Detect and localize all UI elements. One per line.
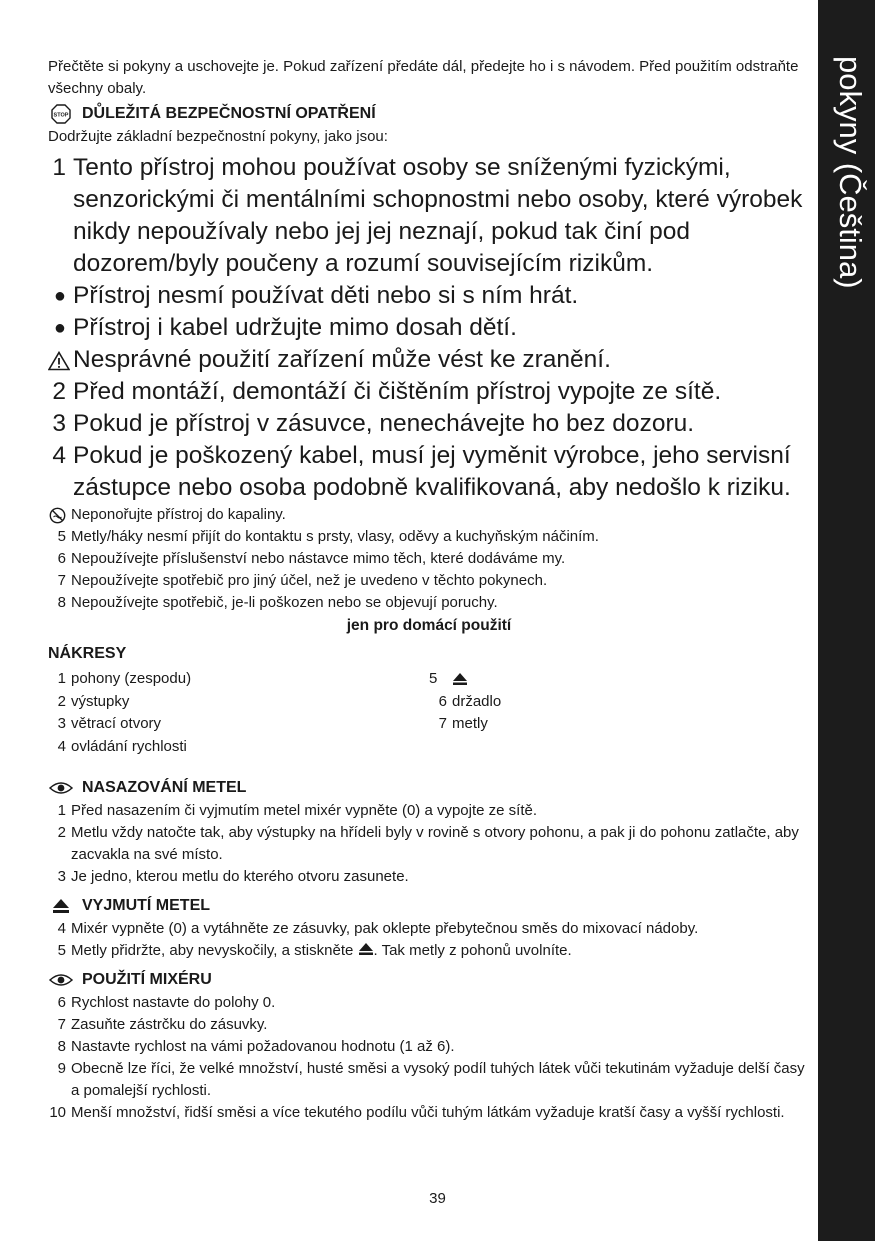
list-item <box>48 691 429 714</box>
item-text: výstupky <box>71 692 130 710</box>
item-text: metly <box>452 715 488 732</box>
usage-list <box>48 992 810 1124</box>
item-text: Nepoužívejte spotřebič pro jiný účel, než je uvedeno v těchto pokynech. <box>71 572 548 589</box>
list-item <box>48 344 810 376</box>
removing-heading <box>48 894 810 918</box>
list-item <box>48 1058 810 1102</box>
fitting-heading <box>48 776 810 800</box>
list-item <box>48 376 810 408</box>
drawings-right-column <box>429 668 810 758</box>
list-item <box>429 713 810 736</box>
item-text: Mixér vypněte (0) a vytáhněte ze zásuvky, pak oklepte přebytečnou směs do mixovací nádoby. <box>71 920 699 937</box>
item-number: 4 <box>57 920 66 937</box>
eject-icon <box>48 894 74 918</box>
item-text: Zasuňte zástrčku do zásuvky. <box>71 1016 268 1033</box>
item-number: 7 <box>57 1016 66 1033</box>
item-number: 6 <box>438 692 447 710</box>
item-text: Nesprávné použití zařízení může vést ke zranění. <box>73 346 611 373</box>
bullet: ● <box>53 285 66 307</box>
item-number: 4 <box>57 737 66 755</box>
item-text: Nastavte rychlost na vámi požadovanou hodnotu (1 až 6). <box>71 1038 455 1055</box>
item-number: 1 <box>57 802 66 819</box>
list-item <box>48 504 810 526</box>
item-number: 4 <box>52 442 66 469</box>
item-number: 8 <box>57 594 66 611</box>
list-item <box>48 1102 810 1124</box>
page-number: 39 <box>429 1190 446 1207</box>
eye-icon <box>48 776 74 800</box>
item-number: 7 <box>438 715 447 732</box>
list-item <box>48 713 429 736</box>
eject-icon <box>452 668 810 691</box>
item-number: 5 <box>57 942 66 959</box>
list-item <box>48 440 810 504</box>
safety-subtitle: Dodržujte základní bezpečnostní pokyny, jako jsou: <box>48 128 388 145</box>
item-text-before: Metly přidržte, aby nevyskočily, a stiskněte <box>71 942 358 959</box>
item-number: 3 <box>57 868 66 885</box>
list-item <box>48 668 429 691</box>
svg-text:STOP: STOP <box>53 112 69 119</box>
list-item <box>48 312 810 344</box>
item-number: 5 <box>429 670 438 687</box>
item-number: 3 <box>52 410 66 437</box>
removing-heading-text: VYJMUTÍ METEL <box>82 897 211 914</box>
item-number: 5 <box>57 528 66 545</box>
item-number: 3 <box>57 715 66 732</box>
stop-icon <box>48 102 74 126</box>
list-item <box>48 152 810 280</box>
sidebar-title: pokyny (Čeština) <box>833 56 868 289</box>
item-text-after: . Tak metly z pohonů uvolníte. <box>373 942 572 959</box>
item-text: Přístroj i kabel udržujte mimo dosah dětí. <box>73 314 517 341</box>
item-text: Před nasazením či vyjmutím metel mixér vypněte (0) a vypojte ze sítě. <box>71 802 538 819</box>
list-item <box>48 280 810 312</box>
item-number: 6 <box>57 550 66 567</box>
item-text: Nepoužívejte spotřebič, je-li poškozen nebo se objevují poruchy. <box>71 594 498 611</box>
item-text: Je jedno, kterou metlu do kterého otvoru zasunete. <box>71 868 409 885</box>
drawings-left-column <box>48 668 429 758</box>
list-item <box>48 940 810 962</box>
safety-heading-text: DŮLEŽITÁ BEZPEČNOSTNÍ OPATŘENÍ <box>82 105 376 122</box>
list-item <box>48 570 810 592</box>
item-number: 9 <box>57 1060 66 1077</box>
fitting-heading-text: NASAZOVÁNÍ METEL <box>82 779 247 796</box>
safety-large-list <box>48 152 810 504</box>
eject-icon <box>358 942 374 959</box>
list-item <box>48 1014 810 1036</box>
item-text: Tento přístroj mohou používat osoby se sníženými fyzickými, senzorickými či mentálními schopnostmi nebo osoby, které výrobek nikdy nepoužívaly nebo jej jej neznají, pokud tak činí pod dozorem/byly poučeny a rozumí souvisejícím rizikům. <box>73 154 803 277</box>
intro-text: Přečtěte si pokyny a uschovejte je. Pokud zařízení předáte dál, předejte ho i s návodem. Před použitím odstraňte všechny obaly. <box>48 58 799 97</box>
item-number: 1 <box>52 154 66 181</box>
item-text: držadlo <box>452 692 502 710</box>
list-item <box>48 592 810 614</box>
eye-icon <box>48 968 74 992</box>
item-text: Metly/háky nesmí přijít do kontaktu s prsty, vlasy, oděvy a kuchyňským náčiním. <box>71 528 599 545</box>
usage-heading <box>48 968 810 992</box>
item-number: 1 <box>57 670 66 687</box>
item-text: ovládání rychlosti <box>71 737 187 755</box>
item-text: Neponořujte přístroj do kapaliny. <box>71 506 286 523</box>
item-text: Obecně lze říci, že velké množství, husté směsi a vysoký podíl tuhých látek vůči tekutinám vyžaduje delší časy a pomalejší rychlosti. <box>71 1060 805 1099</box>
page-content <box>48 56 810 1124</box>
usage-heading-text: POUŽITÍ MIXÉRU <box>82 971 212 988</box>
language-sidebar <box>818 0 875 1241</box>
list-item <box>48 526 810 548</box>
item-text: Přístroj nesmí používat děti nebo si s ním hrát. <box>73 282 579 309</box>
safety-small-list <box>48 504 810 614</box>
item-text: Rychlost nastavte do polohy 0. <box>71 994 276 1011</box>
item-number: 8 <box>57 1038 66 1055</box>
item-number: 6 <box>57 994 66 1011</box>
item-text: Před montáží, demontáží či čištěním přístroj vypojte ze sítě. <box>73 378 722 405</box>
safety-heading <box>48 102 810 126</box>
list-item <box>48 992 810 1014</box>
drawings-heading: NÁKRESY <box>48 645 127 662</box>
warning-icon <box>48 344 66 376</box>
item-text: Nepoužívejte příslušenství nebo nástavce mimo těch, které dodáváme my. <box>71 550 566 567</box>
item-number: 10 <box>49 1104 66 1121</box>
item-number: 2 <box>57 824 66 841</box>
item-number: 7 <box>57 572 66 589</box>
item-number: 2 <box>52 378 66 405</box>
item-number: 2 <box>57 692 66 710</box>
item-text: Pokud je přístroj v zásuvce, nenechávejte ho bez dozoru. <box>73 410 695 437</box>
list-item <box>48 800 810 822</box>
list-item <box>48 822 810 866</box>
list-item <box>48 408 810 440</box>
drawings-legend <box>48 668 810 758</box>
removing-list <box>48 918 810 962</box>
fitting-list <box>48 800 810 888</box>
item-text: Pokud je poškozený kabel, musí jej vyměnit výrobce, jeho servisní zástupce nebo osoba podobně kvalifikovaná, aby nedošlo k riziku. <box>73 442 791 501</box>
item-text: Metlu vždy natočte tak, aby výstupky na hřídeli byly v rovině s otvory pohonu, a pak ji do pohonu zatlačte, aby zacvakla na své místo. <box>71 824 799 863</box>
item-text: pohony (zespodu) <box>71 670 192 687</box>
list-item <box>48 548 810 570</box>
item-text <box>71 940 810 962</box>
list-item <box>429 691 810 714</box>
list-item <box>48 918 810 940</box>
item-text: Menší množství, řidší směsi a více tekutého podílu vůči tuhým látkám vyžaduje kratší časy a vyšší rychlosti. <box>71 1104 785 1121</box>
domestic-use-note: jen pro domácí použití <box>346 617 512 634</box>
list-item <box>429 668 810 691</box>
list-item <box>48 866 810 888</box>
item-text: větrací otvory <box>71 715 162 732</box>
list-item <box>48 1036 810 1058</box>
no-immerse-icon <box>48 504 66 526</box>
bullet: ● <box>53 317 66 339</box>
list-item <box>48 736 429 759</box>
